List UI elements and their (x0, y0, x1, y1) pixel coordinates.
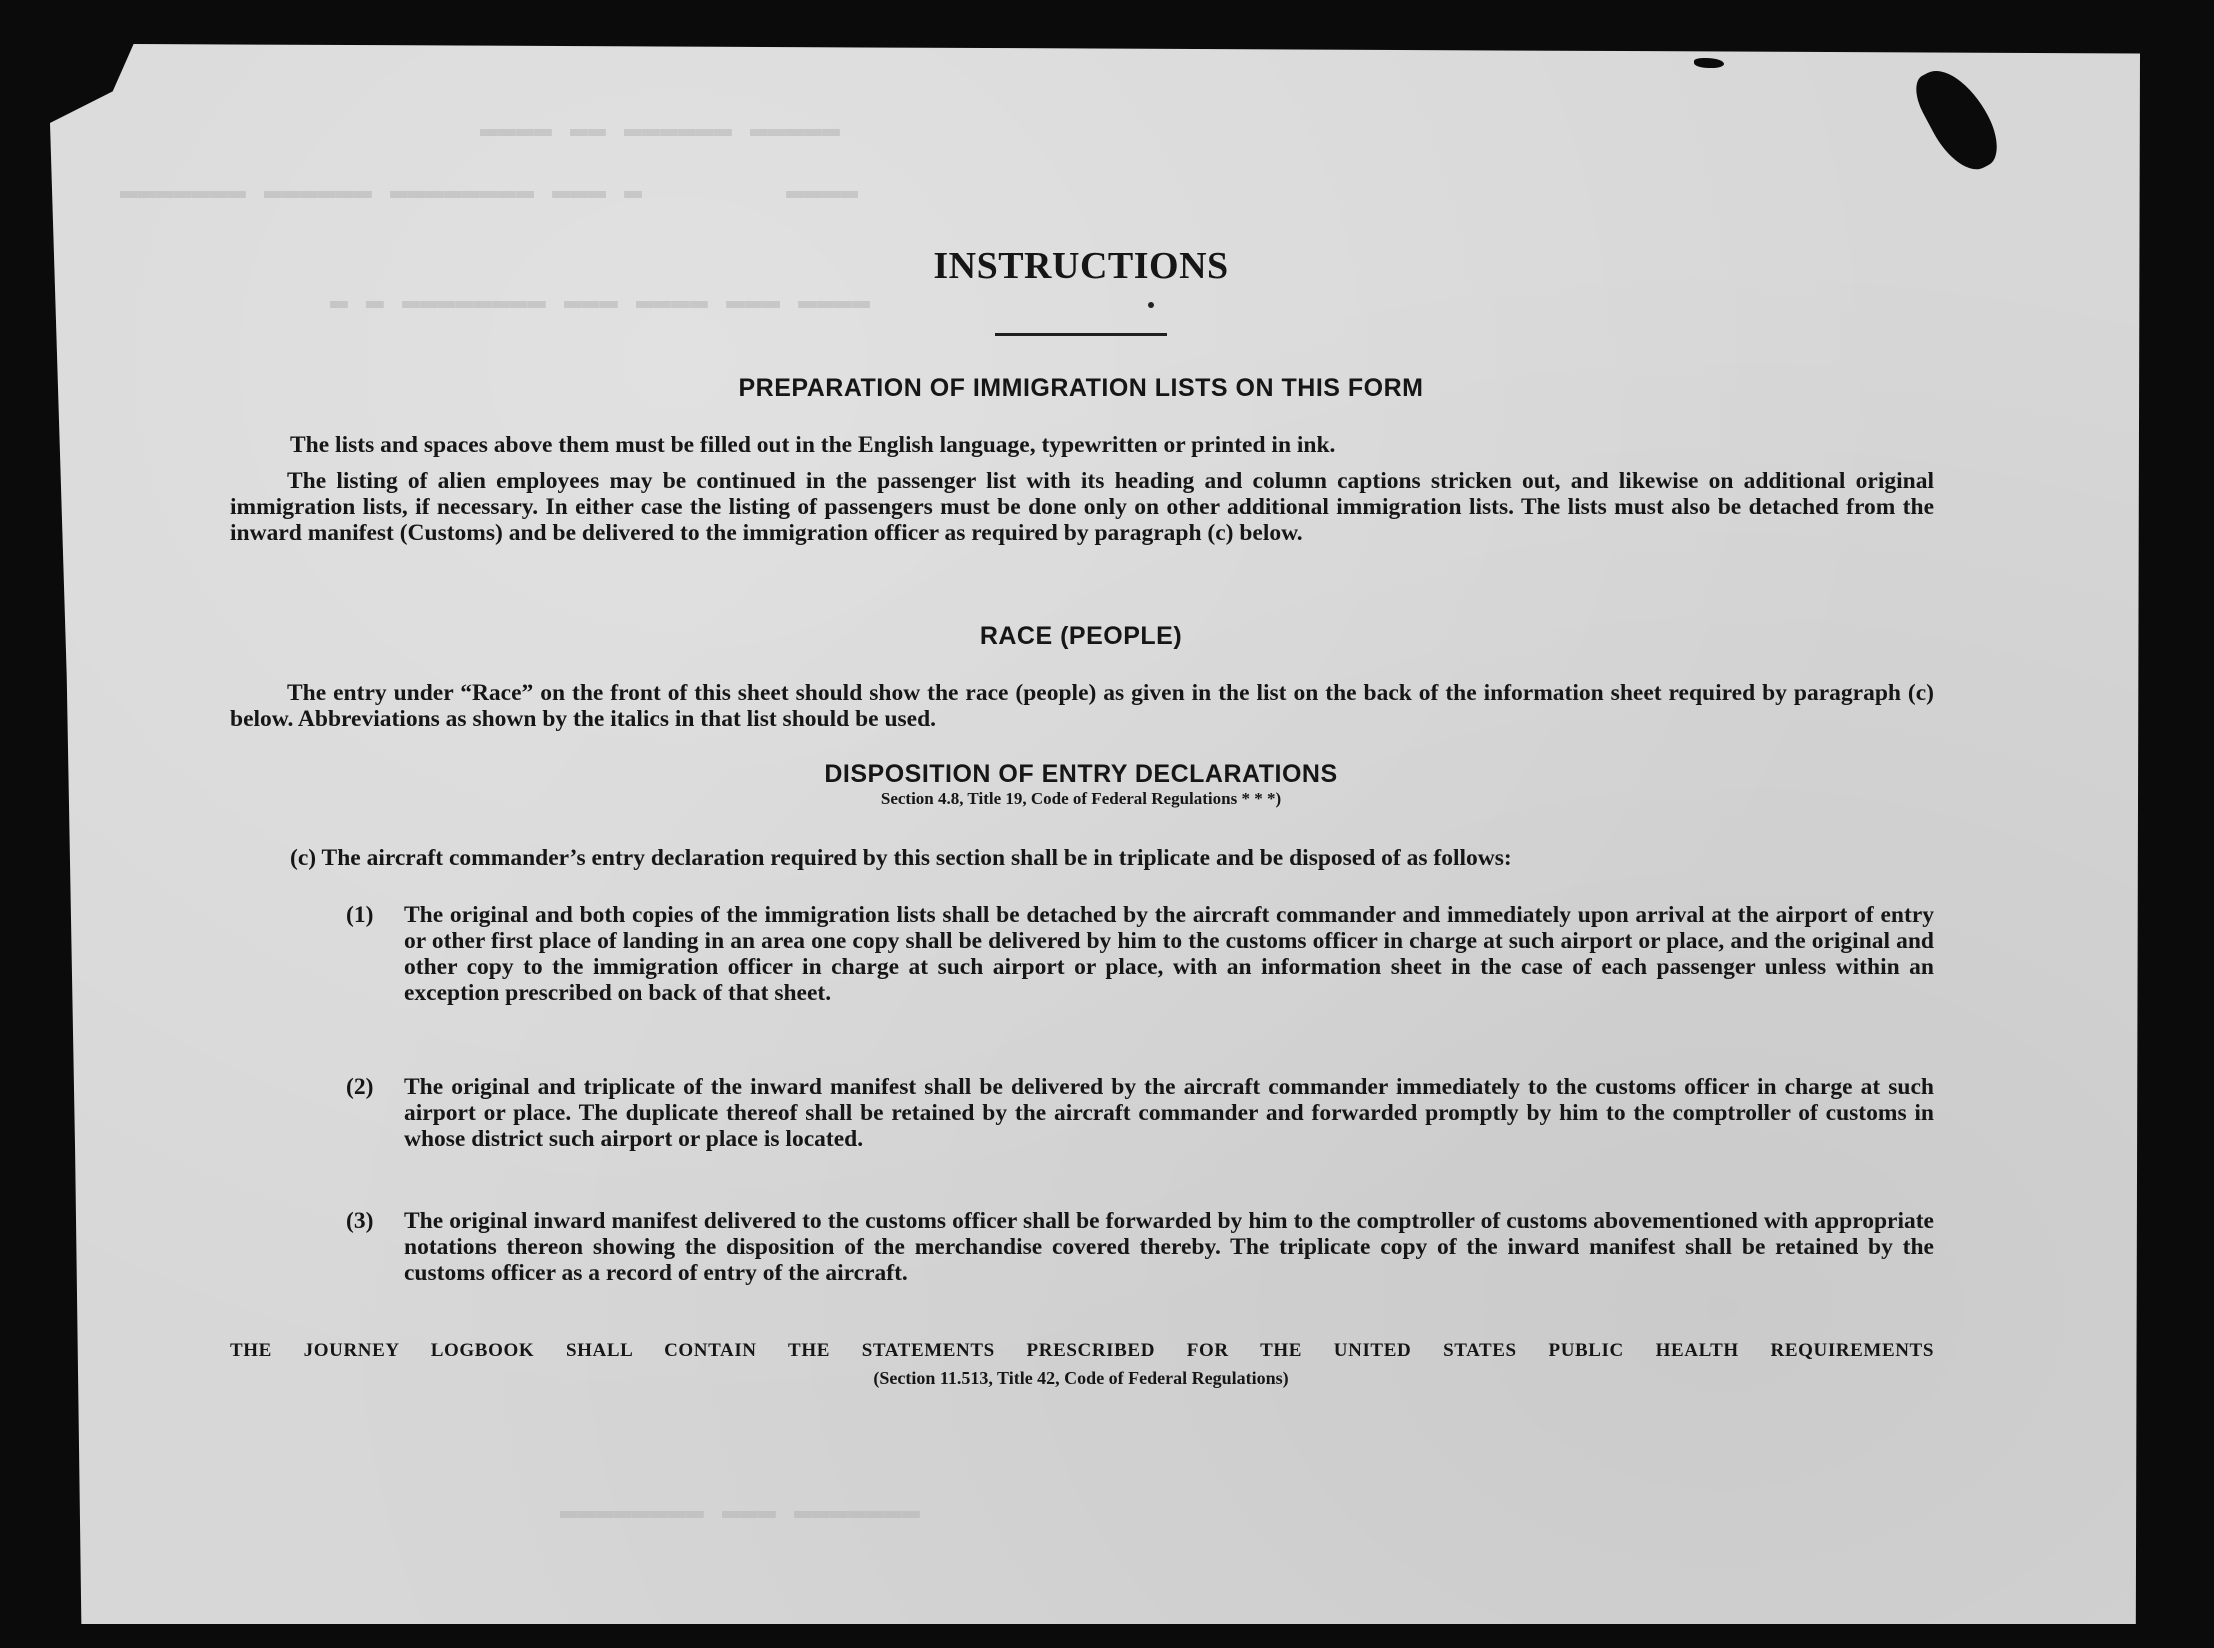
disposition-reference: Section 4.8, Title 19, Code of Federal Regulations * * *) (880, 789, 1282, 808)
race-heading: RACE (PEOPLE) (979, 622, 1183, 650)
health-requirements-reference: (Section 11.513, Title 42, Code of Federal Regulations) (873, 1368, 1289, 1388)
item-number: (2) (346, 1074, 374, 1100)
preparation-heading: PREPARATION OF IMMIGRATION LISTS ON THIS FORM (738, 374, 1424, 402)
bleed-through-texture: ▬▬▬▬ ▬▬ ▬▬▬▬▬▬ ▬▬▬▬▬ (480, 118, 841, 152)
disposition-item-3 (346, 1208, 1934, 1286)
item-number: (3) (346, 1208, 374, 1234)
title-underline (995, 333, 1167, 336)
item-text: The original inward manifest delivered to the customs officer shall be forwarded by him to the comptroller of customs abovementioned with appropriate notations thereon showing the disposition of the merchandise covered thereby. The triplicate copy of the inward manifest shall be retained by the customs officer as a record of entry of the aircraft. (404, 1208, 1934, 1286)
disposition-item-2 (346, 1074, 1934, 1152)
item-text: The original and both copies of the immigration lists shall be detached by the aircraft commander and immediately upon arrival at the airport of entry or other first place of landing in an area one copy shall be delivered by him to the customs officer in charge at such airport or place, and the original and other copy to the immigration officer in charge at such airport or place, with an information sheet in the case of each passenger unless within an exception prescribed on back of that sheet. (404, 902, 1934, 1006)
disposition-heading: DISPOSITION OF ENTRY DECLARATIONS (824, 760, 1338, 788)
bleed-through-texture: ▬▬▬▬▬▬▬▬ ▬▬▬ ▬▬▬▬▬▬▬ (560, 1500, 921, 1534)
bleed-through-texture: ▬ ▬ ▬▬▬▬▬▬▬▬ ▬▬▬ ▬▬▬▬ ▬▬▬ ▬▬▬▬ (330, 290, 871, 324)
item-text: The original and triplicate of the inward manifest shall be delivered by the aircraft commander immediately to the customs officer in charge at such airport or place. The duplicate thereof shall be retained by the aircraft commander and forwarded promptly by him to the comptroller of customs in whose district such airport or place is located. (404, 1074, 1934, 1152)
item-number: (1) (346, 902, 374, 928)
race-paragraph: The entry under “Race” on the front of this sheet should show the race (people) as given in the list on the back of the information sheet required by paragraph (c) below. Abbreviations as shown by the italics in that list should be used. (230, 680, 1934, 732)
health-requirements-statement: THE JOURNEY LOGBOOK SHALL CONTAIN THE STATEMENTS PRESCRIBED FOR THE UNITED STATES PUBLIC HEALTH REQUIREMENTS (230, 1340, 1934, 1361)
title-dot (1148, 302, 1154, 308)
preparation-paragraph-1: The lists and spaces above them must be filled out in the English language, typewritten or printed in ink. (290, 432, 1336, 458)
document-title: INSTRUCTIONS (933, 245, 1229, 287)
preparation-paragraph-2: The listing of alien employees may be continued in the passenger list with its heading and column captions stricken out, and likewise on additional original immigration lists, if necessary. In either case the listing of passengers must be done only on other additional immigration lists. The lists must also be detached from the inward manifest (Customs) and be delivered to the immigration officer as required by paragraph (c) below. (230, 468, 1934, 546)
disposition-item-1 (346, 902, 1934, 1006)
disposition-intro: (c) The aircraft commander’s entry declaration required by this section shall be in triplicate and be disposed of as follows: (290, 845, 1512, 871)
bleed-through-texture: ▬▬▬▬▬▬▬ ▬▬▬▬▬▬ ▬▬▬▬▬▬▬▬ ▬▬▬ ▬ ▬▬▬▬ (120, 180, 859, 214)
